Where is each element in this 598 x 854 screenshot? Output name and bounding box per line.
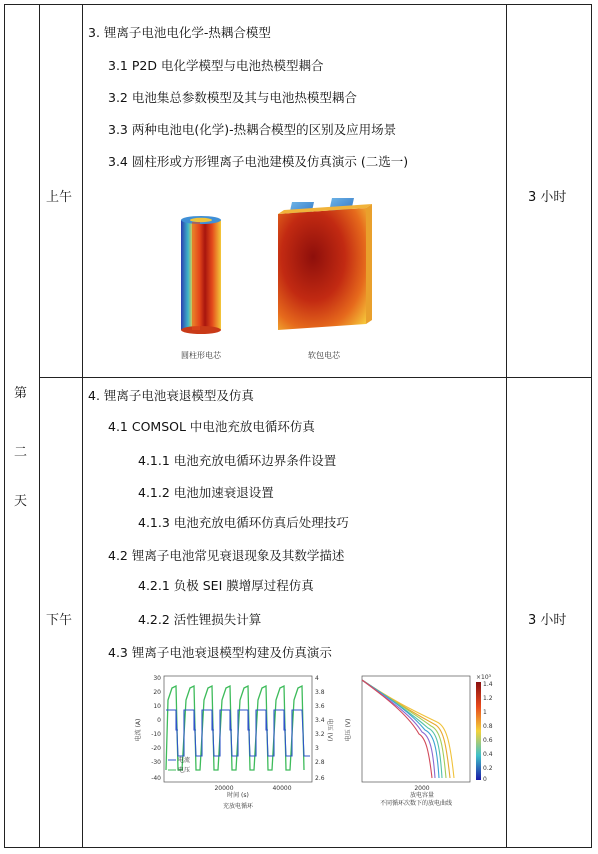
colorbar-title: ×10³ <box>476 674 492 681</box>
svg-text:0.8: 0.8 <box>483 723 493 730</box>
pouch-cell-graphic <box>278 198 372 330</box>
svg-text:1.2: 1.2 <box>483 695 493 702</box>
svg-text:2.6: 2.6 <box>315 775 325 782</box>
morning-line-1: 3. 锂离子电池电化学-热耦合模型 <box>88 25 271 40</box>
svg-text:30: 30 <box>153 675 161 682</box>
left-y-ticks <box>151 675 161 782</box>
svg-text:3.2: 3.2 <box>315 731 325 738</box>
left-x-tick-1: 20000 <box>214 785 234 792</box>
svg-text:电流: 电流 <box>178 757 191 764</box>
svg-text:0: 0 <box>157 717 161 724</box>
svg-text:3.4: 3.4 <box>315 717 325 724</box>
right-x-label: 放电容量 <box>409 792 435 799</box>
afternoon-line-8: 4.2.2 活性锂损失计算 <box>138 612 262 627</box>
svg-text:-10: -10 <box>151 731 161 738</box>
left-y2-label: 电压 (V) <box>326 718 333 742</box>
svg-text:电压: 电压 <box>178 767 191 774</box>
svg-text:-20: -20 <box>151 745 161 752</box>
cycle-plot-figure <box>132 670 332 810</box>
afternoon-line-3: 4.1.1 电池充放电循环边界条件设置 <box>138 453 337 468</box>
afternoon-line-1: 4. 锂离子电池衰退模型及仿真 <box>88 388 254 403</box>
svg-text:3.6: 3.6 <box>315 703 325 710</box>
right-x-tick: 2000 <box>414 785 430 792</box>
morning-line-2: 3.1 P2D 电化学模型与电池热模型耦合 <box>108 58 324 73</box>
day-char-2: 二 <box>14 445 28 460</box>
cylindrical-cell-graphic <box>181 216 221 334</box>
morning-line-4: 3.3 两种电池电(化学)-热耦合模型的区别及应用场景 <box>108 122 397 137</box>
discharge-curves-figure <box>342 670 492 810</box>
afternoon-line-4: 4.1.2 电池加速衰退设置 <box>138 485 274 500</box>
afternoon-line-2: 4.1 COMSOL 中电池充放电循环仿真 <box>108 419 315 434</box>
svg-text:-30: -30 <box>151 759 161 766</box>
table-border-col1 <box>39 4 40 848</box>
afternoon-line-7: 4.2.1 负极 SEI 膜增厚过程仿真 <box>138 578 314 593</box>
svg-text:1.4: 1.4 <box>483 681 493 688</box>
pouch-cell-caption: 软包电芯 <box>308 351 340 360</box>
table-border-right <box>591 4 592 848</box>
left-x-label: 时间 (s) <box>227 792 249 799</box>
left-y-label: 电流 (A) <box>135 718 142 742</box>
afternoon-line-6: 4.2 锂离子电池常见衰退现象及其数学描述 <box>108 548 345 563</box>
cylindrical-cell-caption: 圆柱形电芯 <box>181 351 221 360</box>
right-plot-caption: 不同循环次数下的放电曲线 <box>379 800 453 807</box>
battery-cells-figure <box>164 184 384 364</box>
svg-text:0.6: 0.6 <box>483 737 493 744</box>
schedule-table <box>4 4 592 848</box>
svg-text:0: 0 <box>483 776 487 783</box>
svg-text:-40: -40 <box>151 775 161 782</box>
table-border-col3 <box>506 4 507 848</box>
left-x-tick-2: 40000 <box>272 785 292 792</box>
svg-text:3.8: 3.8 <box>315 689 325 696</box>
svg-text:20: 20 <box>153 689 161 696</box>
afternoon-duration: 3 小时 <box>528 613 567 628</box>
table-border-top <box>4 4 592 5</box>
svg-text:10: 10 <box>153 703 161 710</box>
table-border-bottom <box>4 847 592 848</box>
colorbar-ticks <box>483 681 493 783</box>
svg-text:4: 4 <box>315 675 319 682</box>
colorbar <box>476 682 481 780</box>
right-y-label: 电压 (V) <box>345 718 352 742</box>
morning-line-3: 3.2 电池集总参数模型及其与电池热模型耦合 <box>108 90 357 105</box>
svg-text:0.4: 0.4 <box>483 751 493 758</box>
svg-text:0.2: 0.2 <box>483 765 493 772</box>
svg-text:1: 1 <box>483 709 487 716</box>
left-plot-caption: 充放电循环 <box>222 803 254 810</box>
morning-period: 上午 <box>46 190 73 205</box>
table-border-mid <box>39 377 592 378</box>
afternoon-line-9: 4.3 锂离子电池衰退模型构建及仿真演示 <box>108 645 332 660</box>
afternoon-line-5: 4.1.3 电池充放电循环仿真后处理技巧 <box>138 515 349 530</box>
morning-duration: 3 小时 <box>528 190 567 205</box>
morning-line-5: 3.4 圆柱形或方形锂离子电池建模及仿真演示 (二选一) <box>108 154 409 169</box>
day-char-1: 第 <box>14 386 28 401</box>
right-y-ticks <box>315 675 325 782</box>
afternoon-period: 下午 <box>46 613 73 628</box>
svg-text:2.8: 2.8 <box>315 759 325 766</box>
table-border-left <box>4 4 5 848</box>
table-border-col2 <box>82 4 83 848</box>
day-char-3: 天 <box>14 494 28 509</box>
svg-text:3: 3 <box>315 745 319 752</box>
